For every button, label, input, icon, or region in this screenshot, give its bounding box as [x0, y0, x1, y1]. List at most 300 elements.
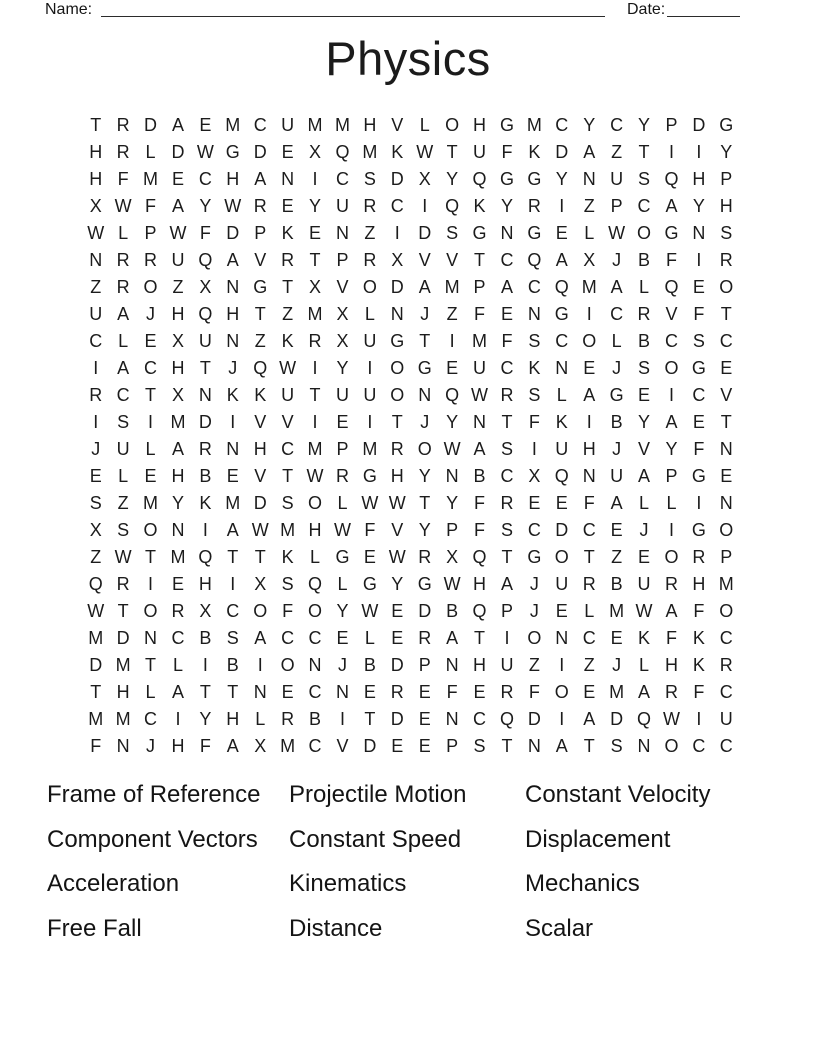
grid-cell: D — [144, 114, 158, 135]
grid-cell: F — [693, 303, 705, 324]
grid-cell: J — [529, 573, 539, 594]
grid-cell: C — [500, 357, 514, 378]
grid-cell: U — [363, 384, 377, 405]
grid-cell: P — [418, 654, 431, 675]
grid-cell: X — [254, 735, 267, 756]
grid-cell: G — [664, 222, 679, 243]
grid-cell: U — [198, 330, 212, 351]
grid-cell: T — [583, 735, 595, 756]
grid-cell: H — [692, 573, 706, 594]
grid-cell: A — [171, 438, 184, 459]
grid-cell: B — [363, 654, 376, 675]
grid-cell: S — [446, 222, 459, 243]
grid-cell: I — [449, 330, 455, 351]
grid-cell: O — [362, 276, 377, 297]
grid-cell: R — [198, 438, 212, 459]
grid-cell: C — [637, 195, 651, 216]
grid-cell: N — [335, 222, 349, 243]
grid-cell: G — [417, 357, 432, 378]
grid-cell: K — [281, 330, 294, 351]
grid-cell: Y — [500, 195, 513, 216]
grid-cell: I — [696, 249, 702, 270]
grid-cell: E — [583, 357, 596, 378]
grid-cell: T — [446, 141, 458, 162]
grid-cell: T — [583, 546, 595, 567]
grid-cell: H — [308, 519, 322, 540]
grid-cell: K — [281, 546, 294, 567]
grid-cell: U — [610, 465, 624, 486]
grid-cell: A — [226, 519, 239, 540]
grid-cell: E — [171, 573, 184, 594]
grid-cell: F — [693, 600, 705, 621]
grid-cell: Q — [445, 195, 460, 216]
grid-cell: G — [472, 222, 487, 243]
grid-cell: U — [555, 573, 569, 594]
grid-cell: I — [696, 708, 702, 729]
grid-cell: E — [418, 708, 431, 729]
grid-cell: N — [335, 681, 349, 702]
grid-cell: P — [500, 600, 513, 621]
grid-cell: X — [171, 330, 184, 351]
grid-cell: T — [90, 681, 102, 702]
grid-cell: F — [693, 438, 705, 459]
grid-cell: E — [144, 465, 157, 486]
grid-cell: K — [555, 411, 568, 432]
grid-cell: L — [145, 141, 156, 162]
grid-cell: I — [422, 195, 428, 216]
grid-cell: T — [419, 492, 431, 513]
grid-cell: M — [225, 114, 241, 135]
grid-cell: U — [500, 654, 514, 675]
grid-cell: V — [638, 438, 651, 459]
grid-cell: Q — [198, 546, 213, 567]
grid-cell: M — [307, 438, 323, 459]
grid-cell: F — [145, 195, 157, 216]
grid-cell: Q — [88, 573, 103, 594]
grid-cell: C — [500, 465, 514, 486]
grid-cell: G — [225, 141, 240, 162]
grid-cell: E — [638, 384, 651, 405]
grid-cell: Y — [171, 492, 184, 513]
grid-cell: U — [281, 114, 295, 135]
grid-cell: N — [116, 735, 130, 756]
grid-cell: I — [148, 411, 154, 432]
grid-cell: N — [500, 222, 514, 243]
grid-cell: R — [390, 681, 404, 702]
grid-cell: H — [664, 654, 678, 675]
grid-cell: R — [390, 438, 404, 459]
grid-cell: O — [417, 438, 432, 459]
grid-cell: G — [691, 465, 706, 486]
grid-cell: N — [445, 708, 459, 729]
grid-cell: Q — [527, 249, 542, 270]
grid-cell: E — [692, 276, 705, 297]
grid-cell: I — [559, 195, 565, 216]
grid-cell: R — [418, 627, 432, 648]
grid-cell: E — [281, 195, 294, 216]
grid-cell: H — [473, 654, 487, 675]
grid-cell: N — [144, 627, 158, 648]
grid-cell: I — [202, 519, 208, 540]
grid-cell: N — [226, 438, 240, 459]
grid-cell: R — [116, 276, 130, 297]
grid-cell: Q — [554, 276, 569, 297]
grid-cell: T — [501, 546, 513, 567]
grid-cell: R — [116, 141, 130, 162]
grid-cell: W — [471, 384, 489, 405]
grid-cell: H — [116, 681, 130, 702]
grid-cell: W — [251, 519, 269, 540]
grid-cell: J — [146, 735, 156, 756]
grid-cell: N — [719, 438, 733, 459]
grid-cell: A — [665, 195, 678, 216]
grid-cell: F — [90, 735, 102, 756]
grid-cell: I — [339, 708, 345, 729]
grid-cell: L — [337, 492, 348, 513]
grid-cell: L — [118, 465, 129, 486]
grid-cell: I — [148, 573, 154, 594]
grid-cell: M — [88, 708, 104, 729]
grid-cell: W — [388, 546, 406, 567]
grid-cell: U — [335, 384, 349, 405]
grid-cell: T — [254, 546, 266, 567]
grid-cell: K — [473, 195, 486, 216]
grid-cell: K — [692, 654, 705, 675]
grid-cell: T — [391, 411, 403, 432]
grid-cell: X — [446, 546, 459, 567]
grid-cell: K — [692, 627, 705, 648]
grid-cell: M — [581, 276, 597, 297]
grid-cell: B — [473, 465, 486, 486]
grid-cell: P — [720, 168, 733, 189]
grid-cell: Q — [198, 303, 213, 324]
grid-cell: W — [333, 519, 351, 540]
date-label: Date: — [627, 1, 666, 18]
grid-cell: J — [420, 303, 430, 324]
grid-cell: H — [719, 195, 733, 216]
grid-cell: K — [199, 492, 212, 513]
grid-cell: F — [474, 303, 486, 324]
grid-cell: Y — [418, 519, 431, 540]
grid-cell: F — [528, 681, 540, 702]
grid-cell: O — [554, 681, 569, 702]
grid-cell: T — [720, 411, 732, 432]
grid-cell: G — [499, 114, 514, 135]
grid-cell: T — [474, 249, 486, 270]
grid-cell: P — [254, 222, 267, 243]
grid-cell: W — [196, 141, 214, 162]
grid-cell: E — [363, 681, 376, 702]
grid-cell: R — [363, 195, 377, 216]
grid-cell: H — [171, 735, 185, 756]
grid-cell: K — [638, 627, 651, 648]
name-fill-line — [101, 16, 605, 17]
grid-cell: V — [281, 411, 294, 432]
grid-cell: E — [363, 546, 376, 567]
grid-cell: S — [281, 573, 294, 594]
grid-cell: I — [175, 708, 181, 729]
grid-cell: N — [281, 168, 295, 189]
grid-cell: F — [501, 141, 513, 162]
grid-cell: J — [91, 438, 101, 459]
grid-cell: R — [335, 465, 349, 486]
grid-cell: Z — [446, 303, 458, 324]
grid-cell: N — [171, 519, 185, 540]
grid-cell: Q — [308, 573, 323, 594]
grid-cell: H — [171, 357, 185, 378]
grid-cell: E — [144, 330, 157, 351]
grid-cell: D — [226, 222, 240, 243]
grid-cell: R — [308, 330, 322, 351]
grid-cell: R — [281, 708, 295, 729]
grid-cell: Z — [583, 654, 595, 675]
grid-cell: V — [254, 411, 267, 432]
grid-cell: R — [692, 546, 706, 567]
grid-cell: W — [635, 600, 653, 621]
grid-cell: Q — [499, 708, 514, 729]
grid-cell: O — [253, 600, 268, 621]
grid-cell: C — [335, 168, 349, 189]
grid-cell: R — [281, 249, 295, 270]
grid-cell: M — [609, 681, 625, 702]
grid-cell: D — [555, 141, 569, 162]
grid-cell: T — [309, 384, 321, 405]
grid-cell: K — [528, 357, 541, 378]
grid-cell: U — [281, 384, 295, 405]
grid-cell: I — [559, 708, 565, 729]
grid-cell: S — [638, 168, 651, 189]
grid-cell: I — [668, 141, 674, 162]
grid-cell: N — [527, 303, 541, 324]
grid-cell: S — [500, 519, 513, 540]
grid-cell: U — [610, 168, 624, 189]
grid-cell: W — [361, 492, 379, 513]
grid-cell: A — [117, 357, 130, 378]
grid-cell: C — [719, 681, 733, 702]
grid-cell: N — [253, 681, 267, 702]
grid-cell: P — [144, 222, 157, 243]
grid-cell: Y — [638, 114, 651, 135]
grid-cell: A — [500, 573, 513, 594]
grid-cell: B — [446, 600, 459, 621]
grid-cell: U — [555, 438, 569, 459]
grid-cell: C — [500, 249, 514, 270]
grid-cell: D — [418, 600, 432, 621]
grid-cell: Q — [664, 276, 679, 297]
grid-cell: P — [446, 735, 459, 756]
grid-cell: A — [665, 600, 678, 621]
grid-cell: N — [692, 222, 706, 243]
grid-cell: I — [586, 303, 592, 324]
grid-cell: Z — [172, 276, 184, 297]
grid-cell: N — [445, 654, 459, 675]
grid-cell: A — [226, 249, 239, 270]
grid-cell: Y — [336, 600, 349, 621]
grid-cell: M — [225, 492, 241, 513]
grid-cell: C — [719, 735, 733, 756]
puzzle-title: Physics — [325, 32, 491, 85]
grid-cell: M — [280, 519, 296, 540]
grid-cell: T — [364, 708, 376, 729]
grid-cell: G — [362, 465, 377, 486]
grid-cell: P — [720, 546, 733, 567]
grid-cell: M — [718, 573, 734, 594]
grid-cell: V — [336, 276, 349, 297]
grid-cell: E — [692, 411, 705, 432]
grid-cell: C — [692, 735, 706, 756]
grid-cell: M — [444, 276, 460, 297]
grid-cell: T — [638, 141, 650, 162]
grid-cell: J — [420, 411, 430, 432]
grid-cell: J — [639, 519, 649, 540]
grid-cell: Q — [664, 168, 679, 189]
grid-cell: M — [307, 303, 323, 324]
grid-cell: R — [89, 384, 103, 405]
grid-cell: I — [394, 222, 400, 243]
grid-cell: F — [665, 249, 677, 270]
grid-cell: M — [334, 114, 350, 135]
grid-cell: F — [446, 681, 458, 702]
grid-cell: L — [364, 627, 375, 648]
grid-cell: D — [610, 708, 624, 729]
grid-cell: G — [253, 276, 268, 297]
grid-cell: C — [308, 735, 322, 756]
grid-cell: M — [170, 546, 186, 567]
grid-cell: Y — [199, 708, 212, 729]
grid-cell: E — [281, 141, 294, 162]
grid-cell: O — [308, 492, 323, 513]
grid-cell: W — [388, 492, 406, 513]
grid-cell: S — [89, 492, 102, 513]
grid-cell: W — [443, 438, 461, 459]
grid-cell: X — [199, 600, 212, 621]
grid-cell: M — [115, 654, 131, 675]
grid-cell: D — [390, 168, 404, 189]
grid-cell: L — [666, 492, 677, 513]
grid-cell: X — [309, 141, 322, 162]
grid-cell: R — [582, 573, 596, 594]
grid-cell: V — [391, 519, 404, 540]
grid-cell: T — [720, 303, 732, 324]
grid-cell: Q — [637, 708, 652, 729]
grid-cell: E — [391, 627, 404, 648]
grid-cell: B — [309, 708, 322, 729]
grid-cell: Z — [583, 195, 595, 216]
grid-cell: R — [664, 573, 678, 594]
grid-cell: A — [638, 465, 651, 486]
grid-cell: B — [199, 465, 212, 486]
grid-cell: H — [582, 438, 596, 459]
grid-cell: E — [446, 357, 459, 378]
grid-cell: N — [637, 735, 651, 756]
grid-cell: N — [473, 411, 487, 432]
grid-cell: C — [555, 114, 569, 135]
grid-cell: E — [555, 492, 568, 513]
grid-cell: D — [692, 114, 706, 135]
grid-cell: T — [309, 249, 321, 270]
grid-cell: G — [609, 384, 624, 405]
grid-cell: Y — [583, 114, 596, 135]
grid-cell: T — [199, 357, 211, 378]
grid-cell: U — [116, 438, 130, 459]
grid-cell: E — [473, 681, 486, 702]
grid-cell: L — [556, 384, 567, 405]
grid-cell: R — [527, 195, 541, 216]
grid-cell: B — [226, 654, 239, 675]
grid-cell: J — [612, 654, 622, 675]
grid-cell: E — [720, 357, 733, 378]
grid-cell: I — [257, 654, 263, 675]
grid-cell: Z — [90, 546, 102, 567]
grid-cell: H — [89, 168, 103, 189]
grid-cell: L — [118, 222, 129, 243]
grid-cell: O — [280, 654, 295, 675]
grid-cell: E — [281, 681, 294, 702]
grid-cell: N — [582, 168, 596, 189]
grid-cell: N — [198, 384, 212, 405]
grid-cell: L — [584, 600, 595, 621]
grid-cell: O — [664, 357, 679, 378]
grid-cell: C — [144, 708, 158, 729]
grid-cell: I — [202, 654, 208, 675]
grid-cell: O — [445, 114, 460, 135]
grid-cell: D — [418, 222, 432, 243]
grid-cell: X — [583, 249, 596, 270]
grid-cell: H — [226, 708, 240, 729]
grid-cell: M — [280, 735, 296, 756]
grid-cell: H — [171, 465, 185, 486]
grid-cell: D — [171, 141, 185, 162]
grid-cell: Q — [445, 384, 460, 405]
grid-cell: R — [144, 249, 158, 270]
grid-cell: I — [230, 411, 236, 432]
grid-cell: A — [555, 249, 568, 270]
grid-cell: B — [199, 627, 212, 648]
word-list-item: Constant Speed — [289, 825, 462, 853]
grid-cell: T — [227, 546, 239, 567]
grid-cell: O — [637, 222, 652, 243]
grid-cell: O — [582, 330, 597, 351]
grid-cell: R — [253, 195, 267, 216]
word-list-item: Component Vectors — [47, 825, 258, 853]
grid-cell: U — [335, 195, 349, 216]
grid-cell: J — [612, 438, 622, 459]
grid-cell: R — [719, 249, 733, 270]
grid-cell: M — [362, 141, 378, 162]
grid-cell: I — [312, 357, 318, 378]
grid-cell: N — [445, 465, 459, 486]
grid-cell: K — [391, 141, 404, 162]
grid-cell: J — [337, 654, 347, 675]
grid-cell: P — [665, 465, 678, 486]
grid-cell: L — [255, 708, 266, 729]
grid-cell: Y — [336, 357, 349, 378]
grid-cell: O — [143, 276, 158, 297]
grid-cell: B — [638, 330, 651, 351]
grid-cell: D — [116, 627, 130, 648]
grid-cell: M — [143, 168, 159, 189]
grid-cell: W — [361, 600, 379, 621]
grid-cell: I — [586, 411, 592, 432]
grid-cell: A — [171, 681, 184, 702]
grid-cell: Z — [528, 654, 540, 675]
grid-cell: C — [171, 627, 185, 648]
word-search-grid — [82, 111, 740, 759]
grid-cell: F — [693, 681, 705, 702]
grid-cell: Y — [309, 195, 322, 216]
grid-cell: J — [529, 600, 539, 621]
grid-cell: F — [501, 330, 513, 351]
